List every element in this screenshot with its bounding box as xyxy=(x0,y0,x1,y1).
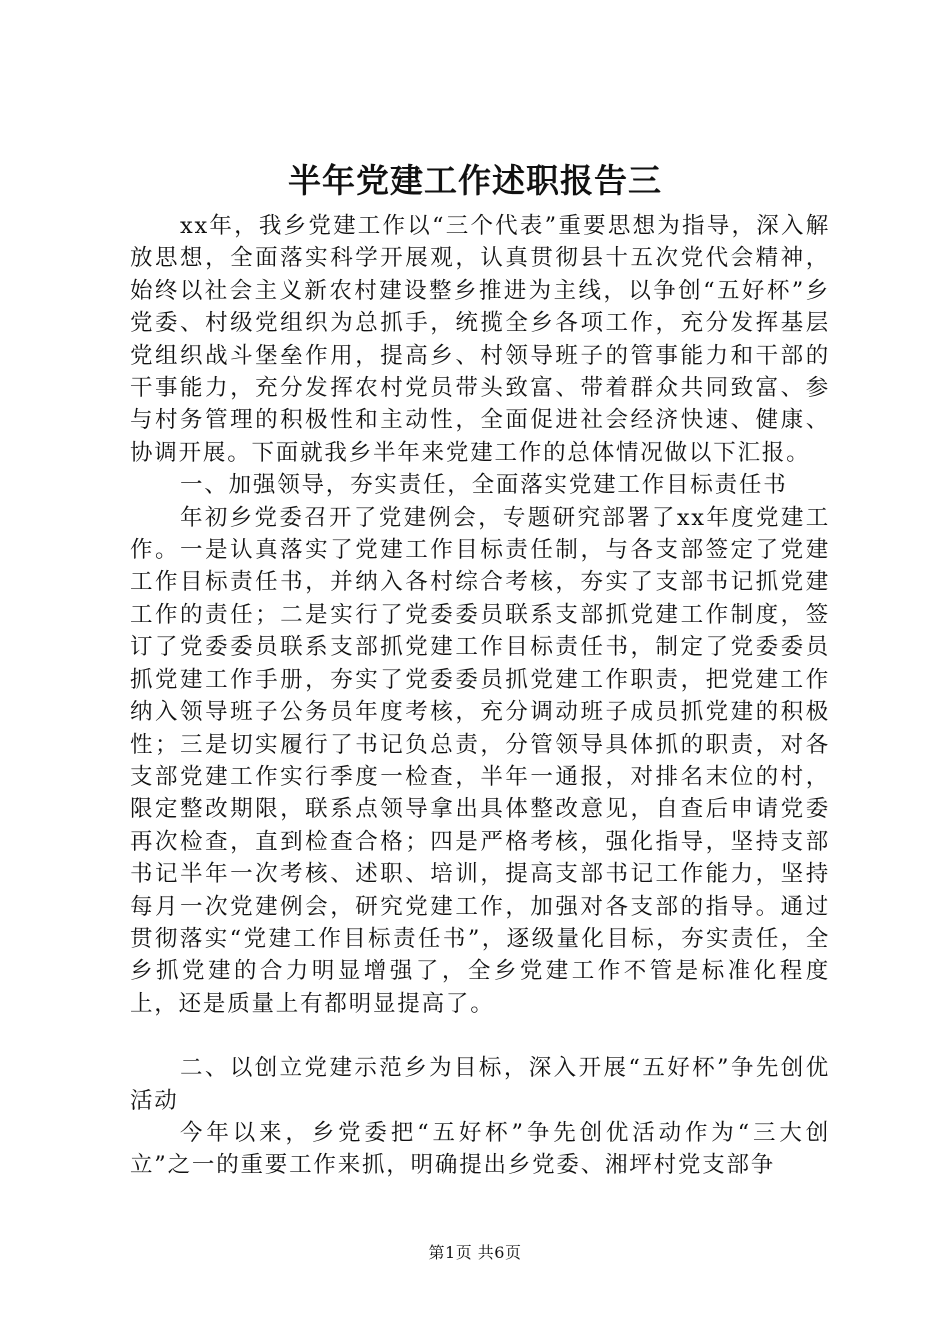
section-heading-2: 二、以创立党建示范乡为目标，深入开展“五好杯”争先创优活动 xyxy=(130,1055,830,1114)
section-1-paragraph: 年初乡党委召开了党建例会，专题研究部署了xx年度党建工作。一是认真落实了党建工作目标责任制，与各支部签定了党建工作目标责任书，并纳入各村综合考核，夯实了支部书记抓党建工作的责任；二是实行了党委委员联系支部抓党建工作制度，签订了党委委员联系支部抓党建工作目标责任书，制定了党委委员抓党建工作手册，夯实了党委委员抓党建工作职责，把党建工作纳入领导班子公务员年度考核，充分调动班子成员抓党建的积极性；三是切实履行了书记负总责，分管领导具体抓的职责，对各支部党建工作实行季度一检查，半年一通报，对排名末位的村，限定整改期限，联系点领导拿出具体整改意见，自查后申请党委再次检查，直到检查合格；四是严格考核，强化指导，坚持支部书记半年一次考核、述职、培训，提高支部书记工作能力，坚持每月一次党建例会，研究党建工作，加强对各支部的指导。通过贯彻落实“党建工作目标责任书”，逐级量化目标，夯实责任，全乡抓党建的合力明显增强了，全乡党建工作不管是标准化程度上，还是质量上有都明显提高了。 xyxy=(130,504,830,1017)
intro-paragraph: xx年，我乡党建工作以“三个代表”重要思想为指导，深入解放思想，全面落实科学开展观，认真贯彻县十五次党代会精神，始终以社会主义新农村建设整乡推进为主线，以争创“五好杯”乡党委、村级党组织为总抓手，统揽全乡各项工作，充分发挥基层党组织战斗堡垒作用，提高乡、村领导班子的管事能力和干部的干事能力，充分发挥农村党员带头致富、带着群众共同致富、参与村务管理的积极性和主动性，全面促进社会经济快速、健康、协调开展。下面就我乡半年来党建工作的总体情况做以下汇报。 xyxy=(130,213,830,466)
document-title: 半年党建工作述职报告三 xyxy=(288,161,662,200)
document-body xyxy=(130,210,830,1182)
page-number-footer: 第1页 共6页 xyxy=(428,1243,522,1262)
section-heading-1: 一、加强领导，夯实责任，全面落实党建工作目标责任书 xyxy=(180,472,788,499)
section-2-paragraph: 今年以来，乡党委把“五好杯”争先创优活动作为“三大创立”之一的重要工作来抓，明确提出乡党委、湘坪村党支部争 xyxy=(130,1119,830,1179)
